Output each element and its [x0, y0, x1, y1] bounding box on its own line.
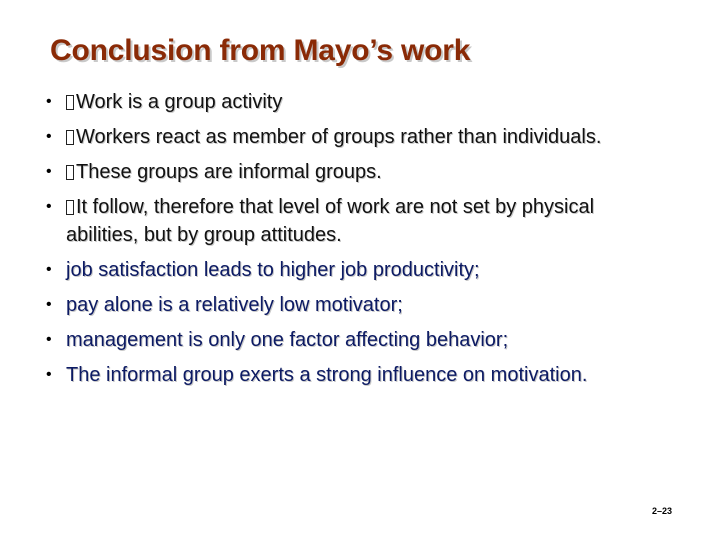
bullet-text: It follow, therefore that level of work are not set by physical abilities, but by group attitudes.: [66, 196, 595, 246]
bullet-text: The informal group exerts a strong influence on motivation.: [66, 364, 588, 386]
missing-glyph-icon: [66, 95, 74, 110]
missing-glyph-icon: [66, 165, 74, 180]
bullet-marker: •: [46, 261, 52, 278]
bullet-marker: •: [46, 198, 52, 215]
bullet-text: Workers react as member of groups rather than individuals.: [76, 126, 602, 148]
bullet-marker: •: [46, 296, 52, 313]
bullet-marker: •: [46, 163, 52, 180]
bullet-text: pay alone is a relatively low motivator;: [66, 294, 403, 316]
page-number: 2–23: [652, 506, 673, 516]
bullet-text: Work is a group activity: [76, 91, 283, 113]
list-item: [46, 193, 626, 249]
list-item: [46, 123, 626, 151]
missing-glyph-icon: [66, 130, 74, 145]
bullet-marker: •: [46, 93, 52, 110]
missing-glyph-icon: [66, 200, 74, 215]
slide-title: Conclusion from Mayo’s work: [50, 34, 471, 67]
list-item: [46, 88, 626, 116]
list-item: [46, 291, 626, 319]
list-item: [46, 326, 626, 354]
list-item: [46, 158, 626, 186]
bullet-text: These groups are informal groups.: [76, 161, 382, 183]
bullet-text: management is only one factor affecting behavior;: [66, 329, 509, 351]
list-item: [46, 256, 626, 284]
list-item: [46, 361, 626, 389]
bullet-list: [46, 88, 626, 396]
bullet-marker: •: [46, 128, 52, 145]
bullet-text: job satisfaction leads to higher job productivity;: [66, 259, 480, 281]
bullet-marker: •: [46, 331, 52, 348]
bullet-marker: •: [46, 366, 52, 383]
